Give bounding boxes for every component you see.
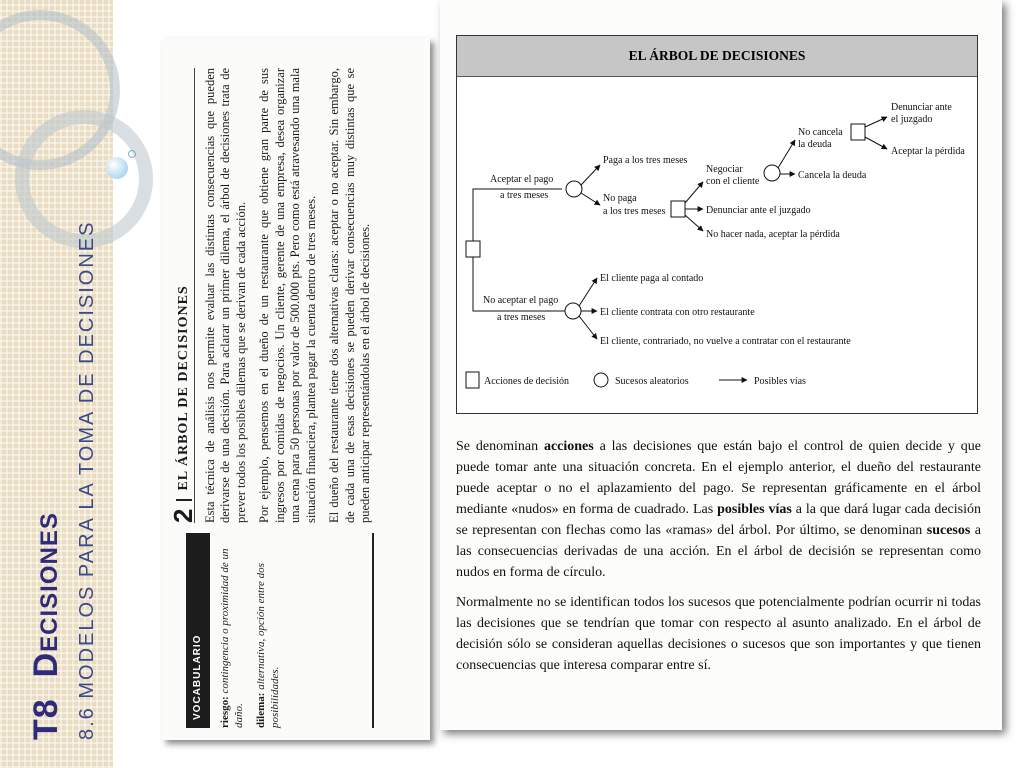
scanned-page-right <box>440 0 1002 730</box>
decor-bubble <box>106 157 128 179</box>
text-run: a las decisiones que están bajo el control de quien decide y que puede tomar ante una situación concreta. En el ejemplo anterior, el dueño del restaurante puede aceptar o no el aplazamiento del pago. Se representan gráficamente en el árbol mediante «nudos» en forma de cuadrado. Las <box>456 439 981 517</box>
explanation-text <box>456 436 981 685</box>
chance-node-accept <box>566 181 582 197</box>
label-accept-1: Aceptar el pago <box>490 174 554 185</box>
label-denounce-1: Denunciar ante <box>891 102 952 113</box>
bold-term: sucesos <box>926 523 971 538</box>
vocab-term: dilema: <box>254 692 267 728</box>
label-negotiate-2: con el cliente <box>706 176 760 187</box>
label-pays: Paga a los tres meses <box>603 155 688 166</box>
label-negotiate-1: Negociar <box>706 164 743 175</box>
arrow-negotiate <box>685 182 703 203</box>
label-accept-2: a tres meses <box>500 190 549 201</box>
vocab-divider <box>372 533 374 728</box>
rotated-page-content <box>168 68 426 728</box>
section-number: 2 <box>176 499 192 523</box>
vocab-definition: alternativa, opción entre dos posibilidades. <box>254 563 281 728</box>
chance-node-negotiate <box>764 165 780 181</box>
text-run: a la que dará lugar cada decisión se representan con flechas como las «ramas» del árbol. Por último, se denominan <box>456 502 981 538</box>
arrow-do-nothing <box>685 215 703 231</box>
arrow-denounce-judge <box>865 117 887 127</box>
arrow-accept-loss <box>865 137 887 149</box>
label-no-cancel-1: No cancela <box>798 127 843 138</box>
section-heading <box>168 68 198 523</box>
label-nopay-1: No paga <box>603 193 637 204</box>
section-paragraph-2: Por ejemplo, pensemos en el dueño de un restaurante que obtiene gran parte de sus ingresos por comidas de negocios. Un cliente, gerente de una empresa, desea organizar una cena para 50 personas por valor de 500.000 pts. Pero como está atravesando una mala situación financiera, plantea pagar la cuenta dentro de tres meses. <box>257 68 318 523</box>
label-nopay-2: a los tres meses <box>603 206 666 217</box>
label-do-nothing: No hacer nada, aceptar la pérdida <box>706 229 840 240</box>
legend-circle-icon <box>594 373 608 387</box>
section-arbol <box>168 68 374 523</box>
slide-title <box>26 221 66 741</box>
vocab-entry-dilema <box>254 533 282 728</box>
scanned-page-left <box>162 38 430 740</box>
legend-paths-label: Posibles vías <box>754 376 806 387</box>
vocab-term: riesgo: <box>218 696 231 728</box>
label-other-restaurant: El cliente contrata con otro restaurante <box>600 307 755 318</box>
vocabulary-header: VOCABULARIO <box>186 533 210 728</box>
decision-tree-figure <box>456 35 978 414</box>
root-decision-node <box>466 241 480 257</box>
label-denounce-2: el juzgado <box>891 114 933 125</box>
arrow-cash <box>579 278 597 306</box>
legend-square-icon <box>466 372 479 388</box>
section-title: EL ÁRBOL DE DECISIONES <box>176 285 191 491</box>
decision-node-no-cancel <box>851 124 865 140</box>
section-paragraph-3: El dueño del restaurante tiene dos alternativas claras: aceptar o no aceptar. Sin embargo, de cada una de esas decisiones se pueden derivar consecuencias muy distintas que se pueden anticipar representándolas en el árbol de decisiones. <box>327 68 372 523</box>
label-no-cancel-2: la deuda <box>798 139 832 150</box>
label-reject-2: a tres meses <box>497 312 546 323</box>
decision-tree-diagram <box>457 77 977 413</box>
decision-node-nopay <box>671 201 685 217</box>
decor-small-circle <box>128 150 136 158</box>
arrow-upset <box>579 316 597 339</box>
slide-title-block <box>26 221 100 741</box>
title-main: Decisiones <box>27 512 65 678</box>
section-paragraph-1: Esta técnica de análisis nos permite evaluar las distintas consecuencias que pueden derivarse de una decisión. Para aclarar un primer dilema, el árbol de decisiones trata de prever todos los posibles dilemas que se derivan de cada acción. <box>202 68 248 523</box>
legend-events-label: Sucesos aleatorios <box>615 376 689 387</box>
bold-term: acciones <box>543 439 594 454</box>
label-accept-loss: Aceptar la pérdida <box>891 146 965 157</box>
vocabulary-box <box>176 533 416 728</box>
text-run: Se denominan <box>456 439 544 454</box>
label-cash: El cliente paga al contado <box>600 273 704 284</box>
legend-actions-label: Acciones de decisión <box>484 376 569 387</box>
label-reject-1: No aceptar el pago <box>483 295 559 306</box>
title-code: T8 <box>27 698 65 740</box>
explanation-paragraph-2: Normalmente no se identifican todos los sucesos que potencialmente podrían ocurrir ni todas las decisiones que se tendrían que tomar con respecto al asunto analizado. En el árbol de decisión sólo se consideran aquellas decisiones o sucesos que son importantes y que tienen consecuencias que interesa comparar entre sí. <box>456 595 981 673</box>
label-upset: El cliente, contrariado, no vuelve a contratar con el restaurante <box>600 336 851 347</box>
vocab-definition: contingencia o proximidad de un daño. <box>218 548 245 728</box>
arrow-nopay <box>581 193 600 205</box>
label-cancel-debt: Cancela la deuda <box>798 170 867 181</box>
explanation-paragraph-1 <box>456 436 981 583</box>
arrow-pays <box>581 165 600 185</box>
diagram-title: EL ÁRBOL DE DECISIONES <box>457 36 977 77</box>
slide-subtitle: 8.6 MODELOS PARA LA TOMA DE DECISIONES <box>76 220 98 740</box>
label-denounce-court: Denunciar ante el juzgado <box>706 205 811 216</box>
bold-term: posibles vías <box>717 502 792 517</box>
text-run: a las consecuencias derivadas de una acción. En el árbol de decisión se representan como nudos en forma de círculo. <box>456 523 981 580</box>
arrow-no-cancel <box>778 140 795 168</box>
chance-node-reject <box>565 303 581 319</box>
vocab-entry-riesgo <box>218 533 246 728</box>
